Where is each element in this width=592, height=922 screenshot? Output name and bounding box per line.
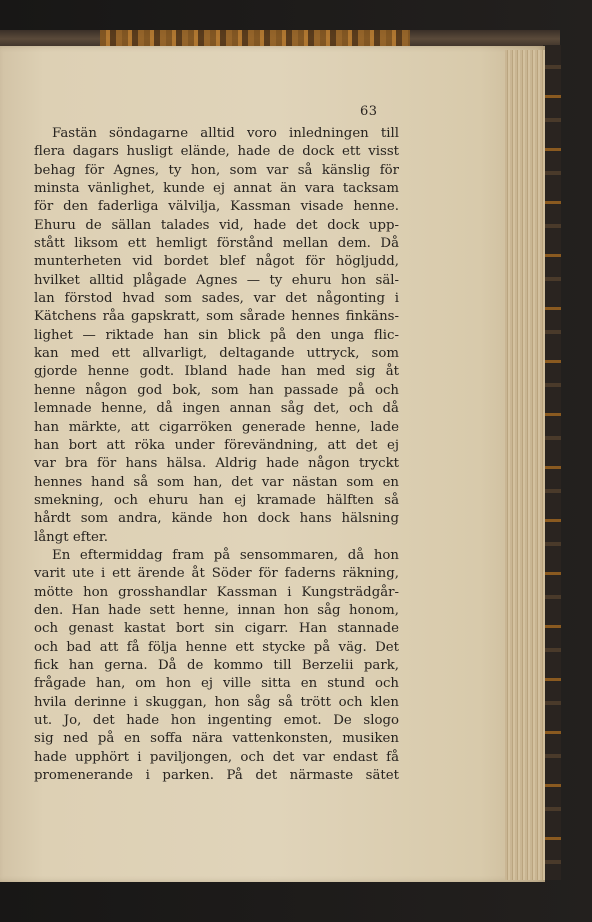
text-line: var bra för hans hälsa. Aldrig hade någon tryckt: [34, 456, 399, 472]
text-line: och genast kastat bort sin cigarr. Han stannade: [34, 621, 399, 637]
text-line: henne någon god bok, som han passade på och: [34, 382, 399, 398]
text-line: Fastän söndagarne alltid voro inledningen till: [52, 126, 399, 141]
text-line: långt efter.: [34, 529, 108, 545]
page-edges: [505, 50, 545, 880]
text-line: hårdt som andra, kände hon dock hans hälsning: [34, 511, 399, 527]
text-line: Kätchens råa gapskratt, som sårade hennes finkäns-: [34, 309, 399, 325]
binding-ornament: [100, 30, 410, 46]
text-line: minsta vänlighet, kunde ej annat än vara tacksam: [34, 181, 399, 197]
text-line: och bad att få följa henne ett stycke på väg. Det: [34, 639, 399, 655]
text-line: gjorde henne godt. Ibland hade han med sig åt: [34, 364, 399, 380]
text-line: frågade han, om hon ej ville sitta en stund och: [34, 676, 399, 692]
text-line: promenerande i parken. På det närmaste sätet: [34, 768, 399, 784]
text-line: den. Han hade sett henne, innan hon såg honom,: [34, 602, 399, 618]
text-line: sig ned på en soffa nära vattenkonsten, musiken: [34, 731, 399, 747]
text-line: han märkte, att cigarröken generade henne, lade: [34, 419, 399, 435]
text-line: behag för Agnes, ty hon, som var så känslig för: [34, 162, 399, 178]
text-line: hennes hand så som han, det var nästan som en: [34, 474, 399, 490]
text-line: stått liksom ett hemligt förstånd mellan dem. Då: [34, 236, 399, 252]
text-line: varit ute i ett ärende åt Söder för faderns räkning,: [34, 566, 399, 582]
body-text: [34, 125, 399, 785]
page-number: 63: [360, 104, 378, 119]
text-line: munterheten vid bordet blef något för högljudd,: [34, 254, 399, 270]
book-spine-edge: [543, 45, 561, 880]
text-line: hade upphört i paviljongen, och det var endast få: [34, 749, 399, 765]
text-line: lan förstod hvad som sades, var det någonting i: [34, 291, 399, 307]
text-line: mötte hon grosshandlar Kassman i Kungsträdgår-: [34, 584, 399, 600]
text-line: fick han gerna. Då de kommo till Berzelii park,: [34, 657, 399, 673]
text-line: ut. Jo, det hade hon ingenting emot. De slogo: [34, 713, 399, 728]
text-line: En eftermiddag fram på sensommaren, då hon: [52, 547, 399, 563]
text-line: hvila derinne i skuggan, hon såg så trött och klen: [34, 694, 399, 710]
text-line: Ehuru de sällan talades vid, hade det dock upp-: [34, 217, 399, 233]
text-line: flera dagars husligt elände, hade de dock ett visst: [34, 144, 399, 160]
text-line: hvilket alltid plågade Agnes — ty ehuru hon säl-: [34, 272, 399, 288]
text-line: lemnade henne, då ingen annan såg det, och då: [34, 401, 399, 417]
text-line: lighet — riktade han sin blick på den unga flic-: [34, 327, 399, 343]
text-line: han bort att röka under förevändning, att det ej: [34, 437, 399, 453]
text-line: kan med ett allvarligt, deltagande uttryck, som: [34, 346, 399, 362]
text-line: smekning, och ehuru han ej kramade hälften så: [34, 492, 399, 508]
text-line: för den faderliga välvilja, Kassman visade henne.: [34, 199, 399, 215]
